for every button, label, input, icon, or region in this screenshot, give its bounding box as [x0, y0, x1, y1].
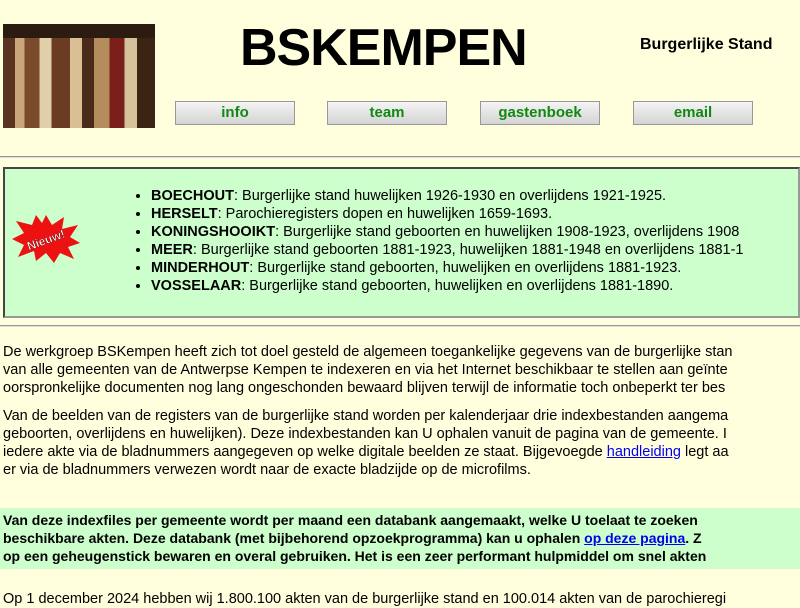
- nav-team-button[interactable]: team: [327, 101, 447, 125]
- news-text: : Burgerlijke stand huwelijken 1926-1930 en overlijdens 1921-1925.: [233, 188, 667, 204]
- text-segment: legt aa: [680, 444, 729, 460]
- stats-paragraph: Op 1 december 2024 hebben wij 1.800.100 akten van de burgerlijke stand en 100.014 akten van de parochieregi: [3, 591, 727, 607]
- news-place: HERSELT: [151, 206, 218, 222]
- news-text: : Burgerlijke stand geboorten 1881-1923, huwelijken 1881-1948 en overlijdens 1881-1: [192, 242, 744, 258]
- header-books-image: [3, 24, 155, 128]
- nav-info-button[interactable]: info: [175, 101, 295, 125]
- text-line: geboorten, overlijdens en huwelijken). Deze indexbestanden kan U ophalen vanuit de pagina van de gemeente. I: [3, 426, 727, 442]
- news-item: [151, 277, 793, 295]
- news-list: [133, 187, 793, 295]
- news-text: : Burgerlijke stand geboorten en huwelijken 1908-1923, overlijdens 1908: [275, 224, 740, 240]
- news-place: MINDERHOUT: [151, 260, 250, 276]
- text-line: Van de beelden van de registers van de burgerlijke stand worden per kalenderjaar drie indexbestanden aangema: [3, 408, 729, 424]
- divider: [0, 156, 800, 158]
- new-badge-label: Nieuw!: [25, 226, 67, 254]
- database-paragraph: [0, 508, 800, 569]
- indexes-paragraph: [3, 407, 798, 479]
- text-line: [3, 529, 800, 547]
- site-subtitle: Burgerlijke Stand: [640, 36, 773, 53]
- news-item: [151, 259, 793, 277]
- news-item: [151, 241, 793, 259]
- text-line: Van deze indexfiles per gemeente wordt per maand een databank aangemaakt, welke U toelaat te zoeken: [3, 512, 698, 528]
- text-segment: beschikbare akten. Deze databank (met bijbehorend opzoekprogramma) kan u ophalen: [3, 530, 585, 546]
- news-place: VOSSELAAR: [151, 278, 242, 294]
- new-starburst-icon: [12, 213, 80, 263]
- news-item: [151, 223, 793, 241]
- divider: [0, 325, 800, 327]
- text-line: op een geheugenstick bewaren en overal gebruiken. Het is een zeer performant hulpmiddel om snel akten: [3, 548, 707, 564]
- text-segment: iedere akte via de bladnummers aangegeven op welke digitale beelden ze staat. Bijgevoegde: [3, 444, 607, 460]
- news-place: MEER: [151, 242, 193, 258]
- news-text: : Burgerlijke stand geboorten, huwelijken en overlijdens 1881-1890.: [241, 278, 674, 294]
- text-line: van alle gemeenten van de Antwerpse Kempen te indexeren en via het Internet beschikbaar te stellen aan geïnte: [3, 362, 728, 378]
- text-line: oorspronkelijke documenten nog lang ongeschonden bewaard blijven terwijl de informatie toch onbeperkt ter bes: [3, 380, 726, 396]
- news-text: : Burgerlijke stand geboorten, huwelijken en overlijdens 1881-1923.: [249, 260, 682, 276]
- news-text: : Parochieregisters dopen en huwelijken 1659-1693.: [217, 206, 553, 222]
- text-segment: . Z: [685, 530, 702, 546]
- news-item: [151, 205, 793, 223]
- database-page-link[interactable]: op deze pagina: [584, 530, 686, 546]
- nav-gastenboek-button[interactable]: gastenboek: [480, 101, 600, 125]
- intro-paragraph: [3, 343, 798, 397]
- news-place: KONINGSHOOIKT: [151, 224, 276, 240]
- site-title: BSKEMPEN: [240, 19, 527, 77]
- handleiding-link[interactable]: handleiding: [606, 444, 681, 460]
- text-line: er via de bladnummers verwezen wordt naar de exacte bladzijde op de microfilms.: [3, 462, 531, 478]
- news-item: [151, 187, 793, 205]
- text-line: [3, 443, 798, 461]
- news-place: BOECHOUT: [151, 188, 234, 204]
- text-line: De werkgroep BSKempen heeft zich tot doel gesteld de algemeen toegankelijke gegevens van de burgerlijke stan: [3, 344, 733, 360]
- nav-email-button[interactable]: email: [633, 101, 753, 125]
